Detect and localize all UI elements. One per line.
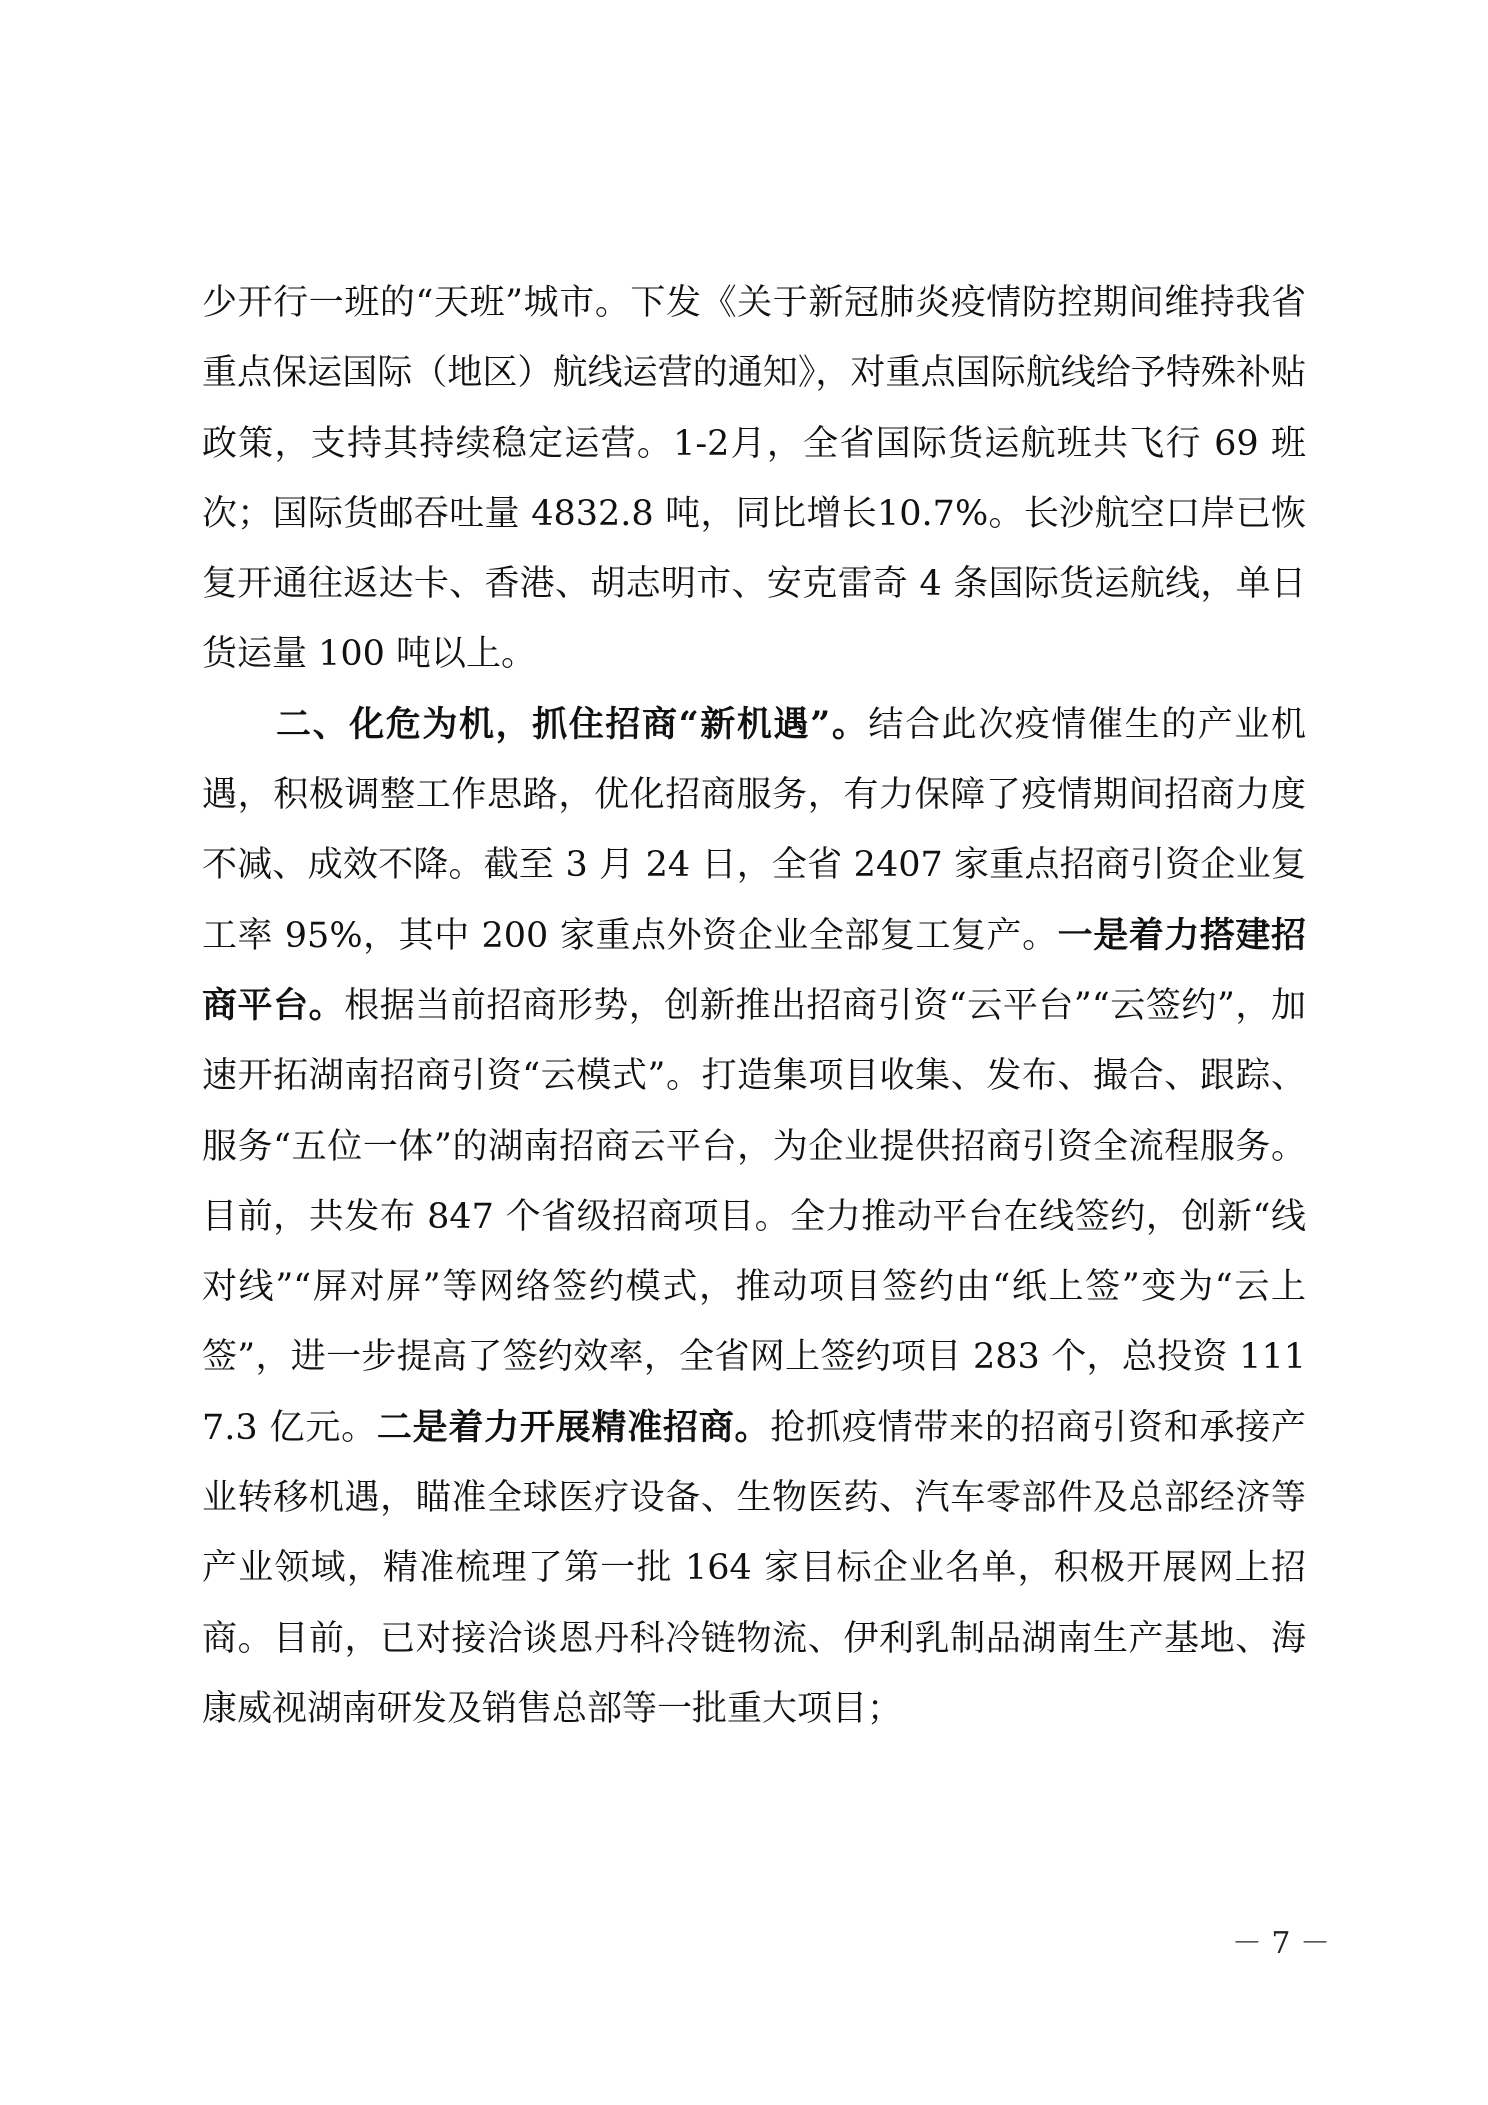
page-number: － 7 － (1231, 1926, 1330, 1961)
paragraph-investment-opportunity (202, 690, 1306, 1744)
paragraph-text: 结合此次疫情催生的产业机遇，积极调整工作思路，优化招商服务，有力保障了疫情期间招商力度不减、成效不降。截至 3 月 24 日，全省 2407 家重点招商引资企业复工率 95%，其中 200 家重点外资企业全部复工复产。 (202, 704, 1306, 956)
point-heading-precision: 二是着力开展精准招商。 (376, 1406, 771, 1448)
body-text (202, 268, 1306, 1744)
paragraph-international-routes (202, 268, 1306, 690)
paragraph-text: 根据当前招商形势，创新推出招商引资“云平台”“云签约”，加速开拓湖南招商引资“云模式”。打造集项目收集、发布、撮合、跟踪、服务“五位一体”的湖南招商云平台，为企业提供招商引资全流程服务。目前，共发布 847 个省级招商项目。全力推动平台在线签约，创新“线对线”“屏对屏”等网络签约模式，推动项目签约由“纸上签”变为“云上签”，进一步提高了签约效率，全省网上签约项目 283 个，总投资 1117.3 亿元。 (202, 985, 1306, 1448)
paragraph-text: 少开行一班的“天班”城市。下发《关于新冠肺炎疫情防控期间维持我省重点保运国际（地区）航线运营的通知》，对重点国际航线给予特殊补贴政策，支持其持续稳定运营。1-2月，全省国际货运航班共飞行 69 班次；国际货邮吞吐量 4832.8 吨，同比增长10.7%。长沙航空口岸已恢复开通往返达卡、香港、胡志明市、安克雷奇 4 条国际货运航线，单日货运量 100 吨以上。 (202, 283, 1306, 675)
section-heading: 二、化危为机，抓住招商“新机遇”。 (276, 703, 869, 745)
paragraph-text: 抢抓疫情带来的招商引资和承接产业转移机遇，瞄准全球医疗设备、生物医药、汽车零部件及总部经济等产业领域，精准梳理了第一批 164 家目标企业名单，积极开展网上招商。目前，已对接洽谈恩丹科冷链物流、伊利乳制品湖南生产基地、海康威视湖南研发及销售总部等一批重大项目； (202, 1407, 1306, 1729)
point-heading-platform: 一是着力搭建招商平台。 (202, 914, 1306, 1026)
